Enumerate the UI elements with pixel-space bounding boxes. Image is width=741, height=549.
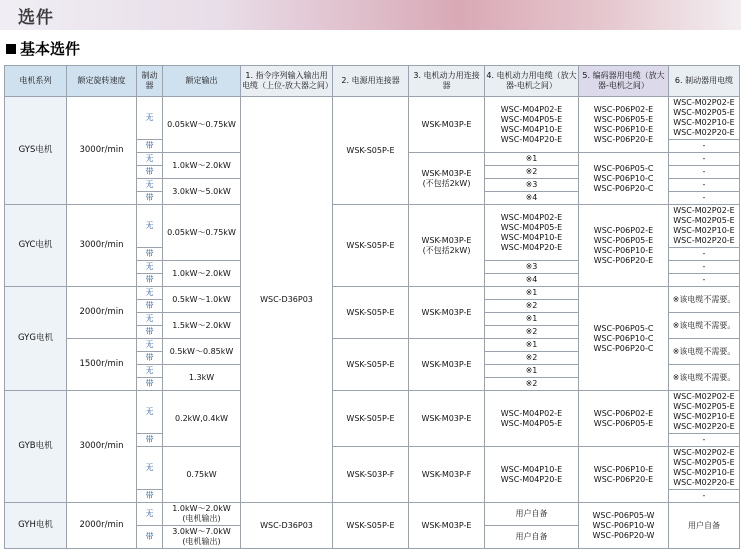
cell-brake-cable: ※该电缆不需要。 xyxy=(669,313,740,339)
cell-output: 3.0kW～5.0kW xyxy=(163,179,241,205)
cell-speed: 2000r/min xyxy=(67,503,137,549)
cell-series: GYC电机 xyxy=(5,205,67,287)
cell-brake: 带 xyxy=(137,248,163,261)
cell-motor-power-cable: WSC-M04P02-E WSC-M04P05-E WSC-M04P10-E WSC-M04P20-E xyxy=(485,205,579,261)
cell-motor-power-connector: WSK-M03P-E xyxy=(409,287,485,339)
cell-power-connector: WSK-S05P-E xyxy=(333,391,409,447)
col-brake-cable: 6. 制动器用电缆 xyxy=(669,66,740,97)
col-motor-power-cable: 4. 电机动力用电缆（放大器-电机之间） xyxy=(485,66,579,97)
page-title: 选件 xyxy=(18,8,54,28)
cell-brake: 无 xyxy=(137,447,163,490)
col-brake: 制动器 xyxy=(137,66,163,97)
cell-brake: 带 xyxy=(137,352,163,365)
cell-brake: 带 xyxy=(137,274,163,287)
cell-output: 3.0kW～7.0kW (电机输出) xyxy=(163,526,241,549)
cell-output: 1.5kW～2.0kW xyxy=(163,313,241,339)
cell-output: 0.5kW～1.0kW xyxy=(163,287,241,313)
cell-brake: 无 xyxy=(137,339,163,352)
section-heading xyxy=(6,38,741,59)
cell-motor-power-cable: 用户自备 xyxy=(485,526,579,549)
table-row xyxy=(5,503,740,526)
page-banner xyxy=(0,0,741,31)
cell-motor-power-cable: ※1 xyxy=(485,287,579,300)
section-heading-label: 基本选件 xyxy=(20,40,81,58)
cell-brake: 无 xyxy=(137,313,163,326)
cell-power-connector: WSK-S05P-E xyxy=(333,287,409,339)
cell-motor-power-connector: WSK-M03P-E xyxy=(409,503,485,549)
cell-motor-power-cable: ※4 xyxy=(485,192,579,205)
cell-series: GYB电机 xyxy=(5,391,67,503)
cell-motor-power-connector: WSK-M03P-E xyxy=(409,391,485,447)
col-command-cable: 1. 指令序列输入输出用电缆（上位-放大器之间） xyxy=(241,66,333,97)
cell-brake: 带 xyxy=(137,166,163,179)
cell-brake: 带 xyxy=(137,434,163,447)
cell-brake-cable: - xyxy=(669,179,740,192)
cell-brake-cable: WSC-M02P02-E WSC-M02P05-E WSC-M02P10-E WSC-M02P20-E xyxy=(669,97,740,140)
cell-brake: 带 xyxy=(137,378,163,391)
cell-encoder-cable: WSC-P06P05-C WSC-P06P10-C WSC-P06P20-C xyxy=(579,287,669,391)
square-bullet-icon xyxy=(6,44,16,54)
table-row xyxy=(5,205,740,248)
col-power-connector: 2. 电源用连接器 xyxy=(333,66,409,97)
cell-brake-cable: ※该电缆不需要。 xyxy=(669,287,740,313)
cell-brake-cable: WSC-M02P02-E WSC-M02P05-E WSC-M02P10-E WSC-M02P20-E xyxy=(669,205,740,248)
cell-motor-power-cable: ※2 xyxy=(485,300,579,313)
cell-output: 0.05kW～0.75kW xyxy=(163,97,241,153)
cell-brake: 带 xyxy=(137,192,163,205)
col-output: 额定输出 xyxy=(163,66,241,97)
cell-output: 0.05kW～0.75kW xyxy=(163,205,241,261)
cell-command-cable: WSC-D36P03 xyxy=(241,97,333,503)
cell-brake: 无 xyxy=(137,287,163,300)
cell-brake-cable: 用户自备 xyxy=(669,503,740,549)
cell-brake: 无 xyxy=(137,503,163,526)
col-speed: 额定旋转速度 xyxy=(67,66,137,97)
cell-motor-power-cable: ※2 xyxy=(485,352,579,365)
cell-speed: 2000r/min xyxy=(67,287,137,339)
cell-brake: 无 xyxy=(137,261,163,274)
cell-brake-cable: ※该电缆不需要。 xyxy=(669,339,740,365)
cell-power-connector: WSK-S05P-E xyxy=(333,339,409,391)
cell-brake-cable: - xyxy=(669,192,740,205)
cell-speed: 3000r/min xyxy=(67,205,137,287)
cell-motor-power-cable: ※1 xyxy=(485,153,579,166)
table-body xyxy=(5,97,740,549)
col-encoder-cable: 5. 编码器用电缆（放大器-电机之间） xyxy=(579,66,669,97)
cell-motor-power-cable: ※3 xyxy=(485,261,579,274)
cell-series: GYS电机 xyxy=(5,97,67,205)
cell-brake: 无 xyxy=(137,365,163,378)
col-series: 电机系列 xyxy=(5,66,67,97)
cell-brake-cable: - xyxy=(669,248,740,261)
cell-encoder-cable: WSC-P06P02-E WSC-P06P05-E WSC-P06P10-E WSC-P06P20-E xyxy=(579,97,669,153)
cell-brake-cable: WSC-M02P02-E WSC-M02P05-E WSC-M02P10-E WSC-M02P20-E xyxy=(669,391,740,434)
cell-output: 1.0kW～2.0kW (电机输出) xyxy=(163,503,241,526)
col-motor-power-connector: 3. 电机动力用连接器 xyxy=(409,66,485,97)
cell-brake-cable: - xyxy=(669,166,740,179)
cell-motor-power-connector: WSK-M03P-E xyxy=(409,339,485,391)
cell-output: 0.2kW,0.4kW xyxy=(163,391,241,447)
cell-brake: 无 xyxy=(137,179,163,192)
cell-motor-power-cable: ※1 xyxy=(485,365,579,378)
cell-brake: 带 xyxy=(137,526,163,549)
cell-encoder-cable: WSC-P06P10-E WSC-P06P20-E xyxy=(579,447,669,503)
cell-motor-power-cable: WSC-M04P10-E WSC-M04P20-E xyxy=(485,447,579,503)
cell-brake: 带 xyxy=(137,140,163,153)
cell-motor-power-cable: ※4 xyxy=(485,274,579,287)
table-header-row xyxy=(5,66,740,97)
cell-speed: 1500r/min xyxy=(67,339,137,391)
cell-motor-power-connector: WSK-M03P-E (不包括2kW) xyxy=(409,205,485,287)
cell-motor-power-cable: ※2 xyxy=(485,326,579,339)
cell-motor-power-cable: ※1 xyxy=(485,339,579,352)
table-row xyxy=(5,97,740,140)
cell-brake-cable: WSC-M02P02-E WSC-M02P05-E WSC-M02P10-E WSC-M02P20-E xyxy=(669,447,740,490)
cell-brake: 无 xyxy=(137,205,163,248)
cell-brake: 带 xyxy=(137,300,163,313)
cell-brake: 带 xyxy=(137,326,163,339)
cell-encoder-cable: WSC-P06P02-E WSC-P06P05-E WSC-P06P10-E WSC-P06P20-E xyxy=(579,205,669,287)
cell-motor-power-connector: WSK-M03P-E (不包括2kW) xyxy=(409,153,485,205)
cell-output: 0.5kW～0.85kW xyxy=(163,339,241,365)
cell-brake: 无 xyxy=(137,391,163,434)
cell-speed: 3000r/min xyxy=(67,391,137,503)
cell-brake: 无 xyxy=(137,153,163,166)
cell-output: 0.75kW xyxy=(163,447,241,503)
cell-motor-power-cable: ※2 xyxy=(485,378,579,391)
cell-encoder-cable: WSC-P06P05-W WSC-P06P10-W WSC-P06P20-W xyxy=(579,503,669,549)
cell-brake-cable: - xyxy=(669,434,740,447)
cell-brake: 无 xyxy=(137,97,163,140)
cell-output: 1.0kW～2.0kW xyxy=(163,153,241,179)
cell-output: 1.0kW～2.0kW xyxy=(163,261,241,287)
cell-motor-power-cable: ※2 xyxy=(485,166,579,179)
cell-brake-cable: ※该电缆不需要。 xyxy=(669,365,740,391)
cell-power-connector: WSK-S05P-E xyxy=(333,205,409,287)
cell-motor-power-cable: WSC-M04P02-E WSC-M04P05-E WSC-M04P10-E WSC-M04P20-E xyxy=(485,97,579,153)
cell-brake-cable: - xyxy=(669,490,740,503)
cell-motor-power-connector: WSK-M03P-F xyxy=(409,447,485,503)
cell-motor-power-connector: WSK-M03P-E xyxy=(409,97,485,153)
cell-motor-power-cable: 用户自备 xyxy=(485,503,579,526)
cell-power-connector: WSK-S05P-E xyxy=(333,97,409,205)
cell-series: GYH电机 xyxy=(5,503,67,549)
cell-encoder-cable: WSC-P06P02-E WSC-P06P05-E xyxy=(579,391,669,447)
options-table xyxy=(4,65,740,549)
cell-motor-power-cable: WSC-M04P02-E WSC-M04P05-E xyxy=(485,391,579,447)
cell-motor-power-cable: ※1 xyxy=(485,313,579,326)
cell-command-cable: WSC-D36P03 xyxy=(241,503,333,549)
cell-series: GYG电机 xyxy=(5,287,67,391)
cell-output: 1.3kW xyxy=(163,365,241,391)
cell-speed: 3000r/min xyxy=(67,97,137,205)
cell-motor-power-cable: ※3 xyxy=(485,179,579,192)
table-row xyxy=(5,287,740,300)
cell-brake-cable: - xyxy=(669,261,740,274)
cell-brake-cable: - xyxy=(669,140,740,153)
cell-power-connector: WSK-S05P-E xyxy=(333,503,409,549)
table-row xyxy=(5,391,740,434)
cell-brake-cable: - xyxy=(669,274,740,287)
cell-brake: 带 xyxy=(137,490,163,503)
cell-brake-cable: - xyxy=(669,153,740,166)
cell-encoder-cable: WSC-P06P05-C WSC-P06P10-C WSC-P06P20-C xyxy=(579,153,669,205)
cell-power-connector: WSK-S03P-F xyxy=(333,447,409,503)
